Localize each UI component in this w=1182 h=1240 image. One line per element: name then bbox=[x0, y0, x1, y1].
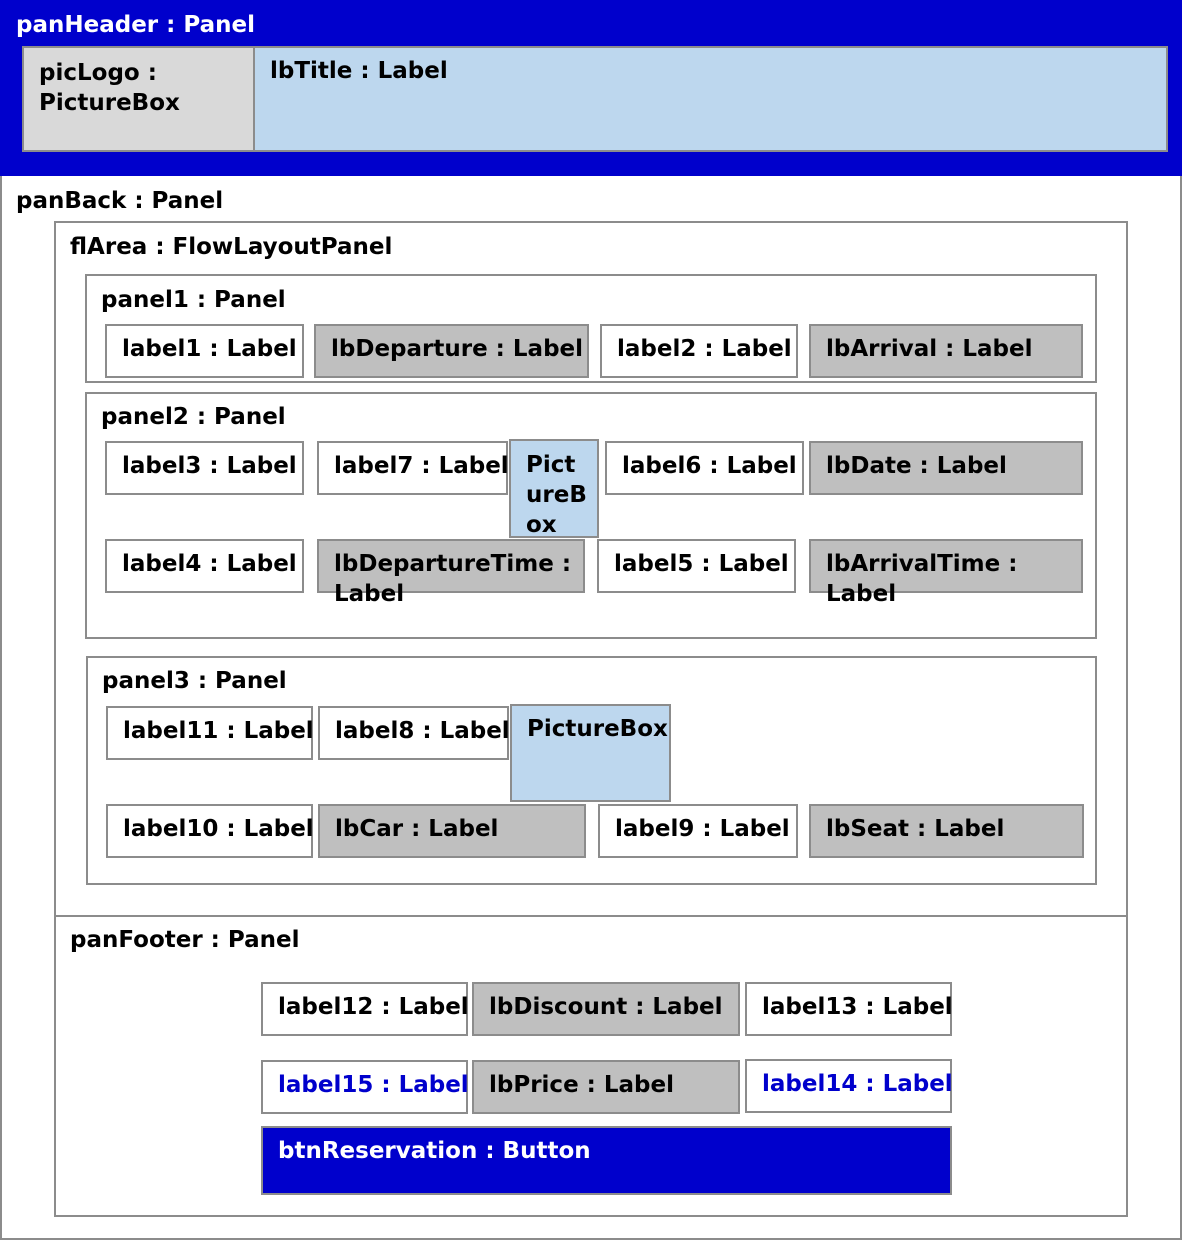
lb-departure-time-text: lbDepartureTime : Label bbox=[334, 551, 572, 607]
panel2-caption: panel2 : Panel bbox=[101, 404, 286, 430]
label7-text: label7 : Label bbox=[334, 453, 509, 479]
lb-date-text: lbDate : Label bbox=[826, 453, 1007, 479]
lb-departure-time bbox=[317, 539, 585, 607]
picture-box-panel3 bbox=[510, 704, 671, 802]
fl-area-caption: flArea : FlowLayoutPanel bbox=[70, 234, 393, 260]
picture-box-panel2 bbox=[509, 439, 599, 538]
picture-box-panel3-text: PictureBox bbox=[527, 716, 668, 742]
label5 bbox=[597, 539, 796, 593]
panel1-caption: panel1 : Panel bbox=[101, 287, 286, 313]
label10-text: label10 : Label bbox=[123, 816, 314, 842]
pic-logo-label: picLogo : PictureBox bbox=[39, 60, 180, 116]
label10 bbox=[106, 804, 313, 858]
lb-title-label: lbTitle : Label bbox=[270, 58, 448, 84]
label14 bbox=[745, 1059, 952, 1113]
label6-text: label6 : Label bbox=[622, 453, 797, 479]
label12-text: label12 : Label bbox=[278, 994, 469, 1020]
label9 bbox=[598, 804, 798, 858]
label14-text: label14 : Label bbox=[762, 1071, 953, 1097]
label8-text: label8 : Label bbox=[335, 718, 510, 744]
label3-text: label3 : Label bbox=[122, 453, 297, 479]
picture-box-panel2-text: PictureBox bbox=[526, 452, 587, 538]
label3 bbox=[105, 441, 304, 495]
panel3-caption: panel3 : Panel bbox=[102, 668, 287, 694]
label15-text: label15 : Label bbox=[278, 1072, 469, 1098]
label6 bbox=[605, 441, 804, 495]
lb-arrival-time-text: lbArrivalTime : Label bbox=[826, 551, 1018, 607]
lb-arrival-time bbox=[809, 539, 1083, 607]
lb-car bbox=[318, 804, 586, 858]
label11 bbox=[106, 706, 313, 760]
lb-arrival-text: lbArrival : Label bbox=[826, 336, 1033, 362]
lb-discount-text: lbDiscount : Label bbox=[489, 994, 723, 1020]
lb-departure bbox=[314, 324, 589, 378]
label2-text: label2 : Label bbox=[617, 336, 792, 362]
label15 bbox=[261, 1060, 468, 1114]
label4-text: label4 : Label bbox=[122, 551, 297, 577]
pic-logo bbox=[22, 46, 255, 152]
label12 bbox=[261, 982, 468, 1036]
label13-text: label13 : Label bbox=[762, 994, 953, 1020]
lb-car-text: lbCar : Label bbox=[335, 816, 499, 842]
btn-reservation[interactable] bbox=[261, 1126, 952, 1195]
label4 bbox=[105, 539, 304, 593]
label2 bbox=[600, 324, 798, 378]
lb-date bbox=[809, 441, 1083, 495]
lb-departure-text: lbDeparture : Label bbox=[331, 336, 584, 362]
lb-seat bbox=[809, 804, 1084, 858]
lb-seat-text: lbSeat : Label bbox=[826, 816, 1005, 842]
pan-header-caption: panHeader : Panel bbox=[16, 12, 255, 38]
lb-arrival bbox=[809, 324, 1083, 378]
lb-discount bbox=[472, 982, 740, 1036]
label11-text: label11 : Label bbox=[123, 718, 314, 744]
btn-reservation-label: btnReservation : Button bbox=[278, 1138, 591, 1164]
label7 bbox=[317, 441, 508, 495]
label5-text: label5 : Label bbox=[614, 551, 789, 577]
label8 bbox=[318, 706, 509, 760]
label1 bbox=[105, 324, 304, 378]
label9-text: label9 : Label bbox=[615, 816, 790, 842]
label13 bbox=[745, 982, 952, 1036]
lb-title bbox=[253, 46, 1168, 152]
lb-price bbox=[472, 1060, 740, 1114]
label1-text: label1 : Label bbox=[122, 336, 297, 362]
pan-back-caption: panBack : Panel bbox=[16, 188, 224, 214]
pan-footer-caption: panFooter : Panel bbox=[70, 927, 300, 953]
lb-price-text: lbPrice : Label bbox=[489, 1072, 674, 1098]
pan-header bbox=[0, 0, 1182, 176]
